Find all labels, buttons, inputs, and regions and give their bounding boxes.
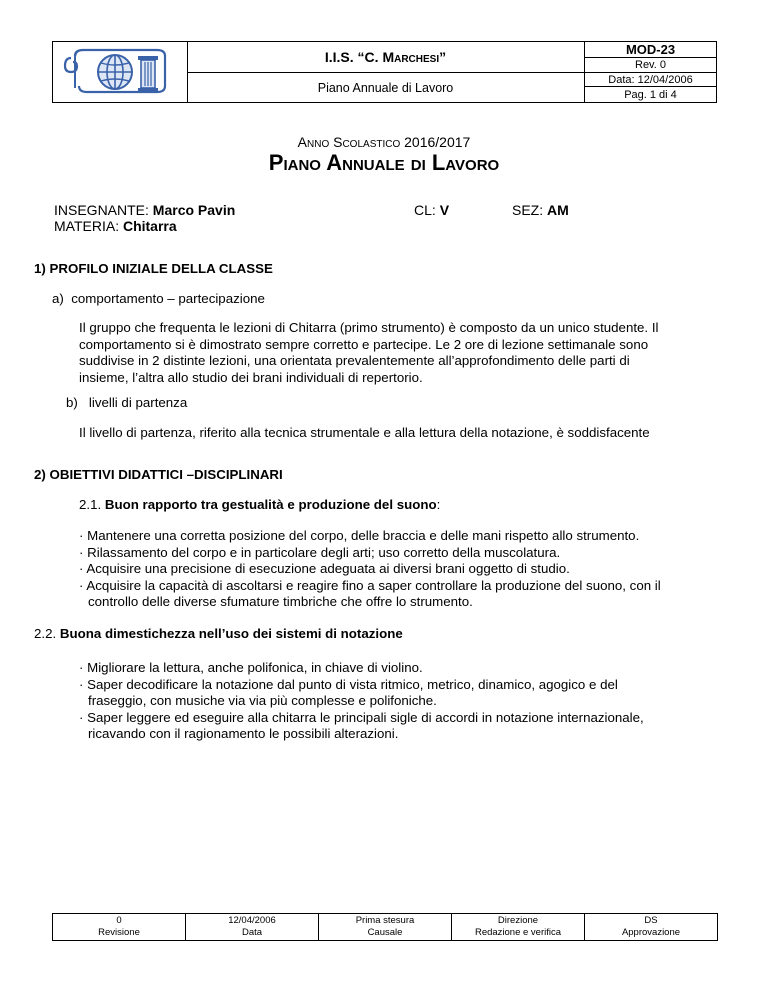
footer-revision-cell: 0 Revisione bbox=[53, 914, 186, 940]
subsection-2-1-list bbox=[79, 528, 729, 611]
teacher-line: INSEGNANTE: Marco Pavin bbox=[54, 202, 236, 218]
list-item: · Migliorare la lettura, anche polifonica, in chiave di violino. bbox=[79, 660, 423, 675]
header-table bbox=[52, 41, 717, 103]
school-name: I.I.S. “C. Marchesi” bbox=[187, 42, 584, 73]
revision: Rev. 0 bbox=[585, 58, 716, 73]
footer-cause-cell: Prima stesura Causale bbox=[319, 914, 452, 940]
list-item: · Saper decodificare la notazione dal punto di vista ritmico, metrico, dinamico, agogico e del bbox=[79, 676, 618, 692]
list-item: · Saper leggere ed eseguire alla chitarra le principali sigle di accordi in notazione internazionale, bbox=[79, 709, 644, 725]
subsection-2-2-list bbox=[79, 660, 729, 743]
header-title-cell bbox=[187, 42, 585, 102]
logo-cell bbox=[53, 42, 188, 102]
header-subtitle: Piano Annuale di Lavoro bbox=[317, 80, 454, 95]
school-logo-icon bbox=[53, 42, 187, 102]
list-item: · Acquisire la capacità di ascoltarsi e reagire fino a saper controllare la produzione del suono, con il bbox=[79, 577, 661, 593]
list-item: · Acquisire una precisione di esecuzione adeguata ai diversi brani oggetto di studio. bbox=[79, 561, 570, 577]
class-line: CL: V bbox=[414, 202, 450, 218]
list-item-continuation: controllo delle diverse sfumature timbriche che offre lo strumento. bbox=[88, 594, 473, 610]
list-item: · Mantenere una corretta posizione del corpo, delle braccia e delle mani rispetto allo strumento. bbox=[79, 528, 640, 543]
school-year: Anno Scolastico 2016/2017 bbox=[297, 134, 471, 150]
subsection-a-text: Il gruppo che frequenta le lezioni di Chitarra (primo strumento) è composto da un unico studente. Il comportamento si è dimostrato sempre corretto e partecipe. Le 2 ore di lezione settimanale sono suddivise in 2 distinte lezioni, una orientata prevalentemente all’approfondimento delle parti di insieme, l’altra allo studio dei brani individuali di repertorio. bbox=[79, 320, 659, 385]
section1-heading: 1) PROFILO INIZIALE DELLA CLASSE bbox=[34, 261, 273, 276]
subsection-2-2: 2.2. Buona dimestichezza nell’uso dei sistemi di notazione bbox=[34, 626, 403, 641]
subsection-a: a) comportamento – partecipazione bbox=[52, 291, 265, 306]
subject-line: MATERIA: Chitarra bbox=[54, 218, 177, 234]
subsection-b-title: livelli di partenza bbox=[88, 395, 188, 410]
subsection-2-1-title: Buon rapporto tra gestualità e produzione del suono bbox=[104, 497, 437, 512]
footer-date-cell: 12/04/2006 Data bbox=[186, 914, 319, 940]
header-meta-cell bbox=[585, 42, 716, 102]
section2-heading: 2) OBIETTIVI DIDATTICI –DISCIPLINARI bbox=[34, 467, 283, 482]
subject-name: Chitarra bbox=[122, 218, 177, 234]
footer-table bbox=[52, 913, 718, 941]
subsection-b: b) livelli di partenza bbox=[66, 395, 188, 410]
section-line: SEZ: AM bbox=[512, 202, 569, 218]
footer-verification-cell: Direzione Redazione e verifica bbox=[452, 914, 585, 940]
list-item-continuation: ricavando con il ragionamento le possibili alterazioni. bbox=[88, 726, 399, 742]
teacher-name: Marco Pavin bbox=[152, 202, 236, 218]
list-item-continuation: fraseggio, con musiche via via più complesse e polifoniche. bbox=[88, 693, 437, 709]
list-item: · Rilassamento del corpo e in particolare degli arti; uso corretto della muscolatura. bbox=[79, 544, 561, 560]
subsection-a-title: comportamento – partecipazione bbox=[71, 291, 265, 306]
subsection-2-1: 2.1. Buon rapporto tra gestualità e produzione del suono: bbox=[79, 497, 441, 512]
footer-approval-cell: DS Approvazione bbox=[621, 915, 681, 938]
subsection-b-text: Il livello di partenza, riferito alla tecnica strumentale e alla lettura della notazione, è soddisfacente bbox=[79, 425, 650, 440]
page-number: Pag. 1 di 4 bbox=[624, 88, 677, 101]
module-code: MOD-23 bbox=[585, 42, 716, 58]
subsection-2-2-title: Buona dimestichezza nell’uso dei sistemi di notazione bbox=[59, 626, 403, 641]
section-value: AM bbox=[547, 202, 569, 218]
class-value: V bbox=[439, 202, 450, 218]
date: Data: 12/04/2006 bbox=[585, 73, 716, 88]
page-title: Piano Annuale di Lavoro bbox=[268, 150, 500, 175]
